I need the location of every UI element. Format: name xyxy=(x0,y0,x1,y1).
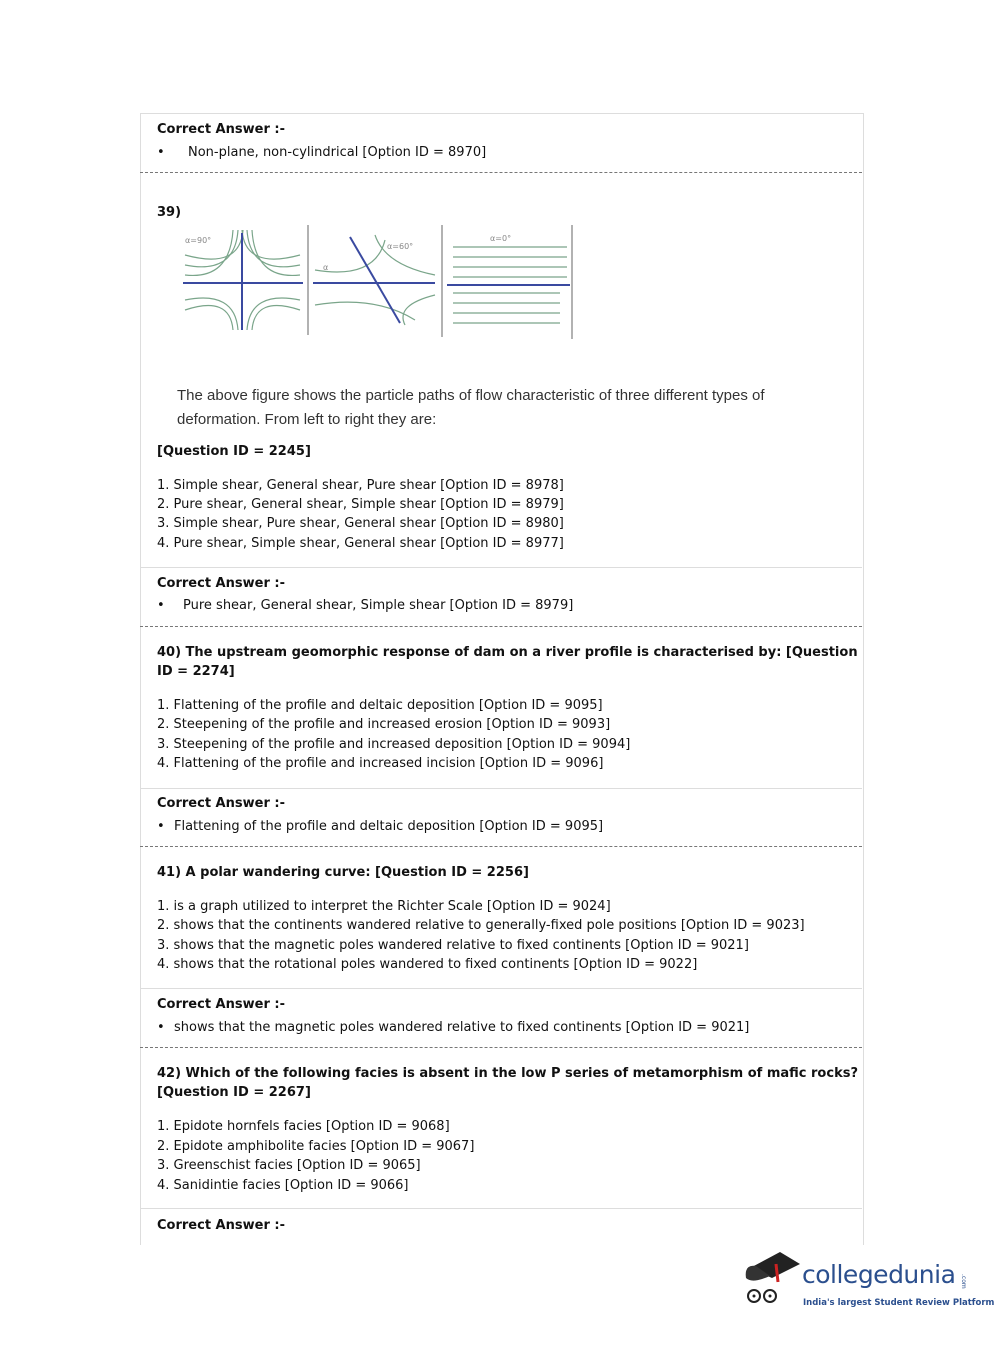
deformation-figure xyxy=(175,225,585,343)
option: 4. Flattening of the profile and increased incision [Option ID = 9096] xyxy=(157,756,604,771)
option: 4. Sanidintie facies [Option ID = 9066] xyxy=(157,1178,409,1193)
option: 2. Epidote amphibolite facies [Option ID = 9067] xyxy=(157,1139,475,1154)
correct-answer-label: Correct Answer :- xyxy=(157,997,285,1012)
question-text: 41) A polar wandering curve: [Question ID = 2256] xyxy=(157,865,529,880)
figure-label: α xyxy=(323,263,329,272)
bullet: • xyxy=(157,1020,165,1035)
option: 2. shows that the continents wandered relative to generally-fixed pole positions [Option ID = 9023] xyxy=(157,918,805,933)
collegedunia-logo xyxy=(742,1250,995,1320)
option: 3. Steepening of the profile and increased deposition [Option ID = 9094] xyxy=(157,737,631,752)
divider xyxy=(140,172,862,173)
option: 3. shows that the magnetic poles wandered relative to fixed continents [Option ID = 9021] xyxy=(157,938,749,953)
correct-answer: Flattening of the profile and deltaic deposition [Option ID = 9095] xyxy=(174,819,604,834)
logo-wordmark: collegedunia xyxy=(802,1260,956,1289)
option: 4. shows that the rotational poles wandered to fixed continents [Option ID = 9022] xyxy=(157,957,698,972)
logo-tld: .com xyxy=(960,1274,967,1289)
figure-label: α=90° xyxy=(185,236,212,245)
bullet: • xyxy=(157,819,165,834)
divider xyxy=(140,788,862,789)
correct-answer-label: Correct Answer :- xyxy=(157,796,285,811)
option: 4. Pure shear, Simple shear, General shear [Option ID = 8977] xyxy=(157,536,564,551)
option: 1. Epidote hornfels facies [Option ID = 9068] xyxy=(157,1119,450,1134)
correct-answer-label: Correct Answer :- xyxy=(157,576,285,591)
figure-label: α=0° xyxy=(490,234,512,243)
option: 3. Greenschist facies [Option ID = 9065] xyxy=(157,1158,421,1173)
bullet: • xyxy=(157,598,165,613)
question-text: [Question ID = 2267] xyxy=(157,1085,311,1100)
divider xyxy=(140,1047,862,1048)
divider xyxy=(140,626,862,627)
question-text: The above figure shows the particle paths of flow characteristic of three different types of xyxy=(177,387,765,404)
mascot-icon xyxy=(742,1250,802,1312)
correct-answer: Non-plane, non-cylindrical [Option ID = 8970] xyxy=(188,145,487,160)
option: 2. Steepening of the profile and increased erosion [Option ID = 9093] xyxy=(157,717,611,732)
divider xyxy=(140,567,862,568)
correct-answer-label: Correct Answer :- xyxy=(157,122,285,137)
question-id: [Question ID = 2245] xyxy=(157,444,311,459)
correct-answer: Pure shear, General shear, Simple shear [Option ID = 8979] xyxy=(183,598,574,613)
question-text: ID = 2274] xyxy=(157,664,235,679)
figure-label: α=60° xyxy=(387,242,414,251)
divider xyxy=(140,846,862,847)
question-text: 42) Which of the following facies is absent in the low P series of metamorphism of mafic rocks? xyxy=(157,1066,858,1081)
correct-answer-label: Correct Answer :- xyxy=(157,1218,285,1233)
question-number: 39) xyxy=(157,205,182,220)
option: 3. Simple shear, Pure shear, General shear [Option ID = 8980] xyxy=(157,516,564,531)
option: 2. Pure shear, General shear, Simple shear [Option ID = 8979] xyxy=(157,497,564,512)
question-text: deformation. From left to right they are: xyxy=(177,411,437,428)
option: 1. Flattening of the profile and deltaic deposition [Option ID = 9095] xyxy=(157,698,603,713)
option: 1. Simple shear, General shear, Pure shear [Option ID = 8978] xyxy=(157,478,564,493)
question-text: 40) The upstream geomorphic response of dam on a river profile is characterised by: [Question xyxy=(157,645,858,660)
divider xyxy=(140,1208,862,1209)
option: 1. is a graph utilized to interpret the Richter Scale [Option ID = 9024] xyxy=(157,899,611,914)
logo-tagline: India's largest Student Review Platform xyxy=(803,1298,995,1308)
correct-answer: shows that the magnetic poles wandered relative to fixed continents [Option ID = 9021] xyxy=(174,1020,750,1035)
divider xyxy=(140,988,862,989)
bullet: • xyxy=(157,145,165,160)
